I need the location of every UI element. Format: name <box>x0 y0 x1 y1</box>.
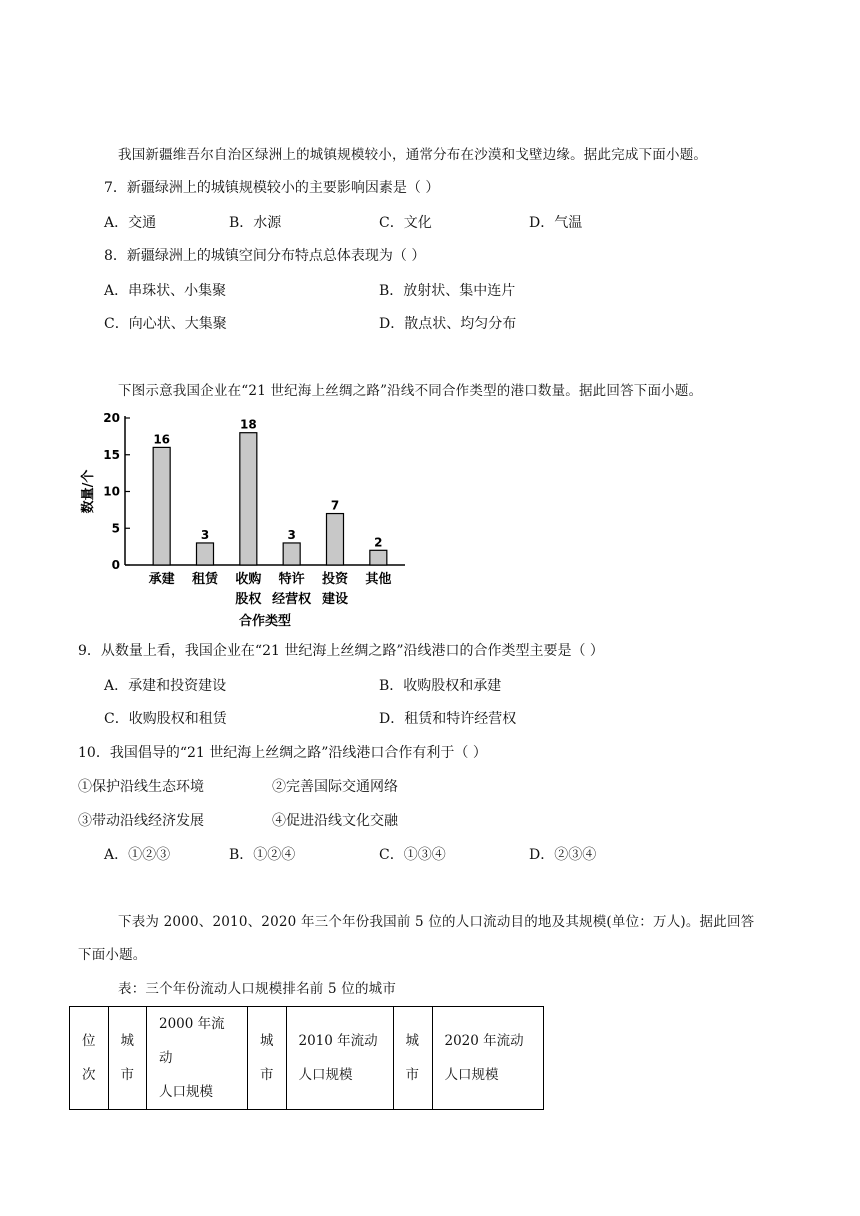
section3-intro-line2: 下面小题。 <box>78 947 147 963</box>
header-city-2010: 城 市 <box>248 1007 287 1110</box>
port-cooperation-bar-chart <box>70 405 420 630</box>
q9-option-a[interactable]: A．承建和投资建设 <box>104 678 227 694</box>
x-tick-label-4: 投资建设 <box>321 572 349 607</box>
q10-item-3: ③带动沿线经济发展 <box>78 813 204 829</box>
q8-option-b[interactable]: B．放射状、集中连片 <box>379 283 516 299</box>
data-label-5: 2 <box>374 535 383 550</box>
data-label-3: 3 <box>287 527 296 542</box>
data-label-1: 3 <box>200 527 210 542</box>
header-rank: 位 次 <box>70 1007 109 1110</box>
x-tick-label-0: 承建 <box>148 572 175 587</box>
y-axis-label: 数量/个 <box>81 469 96 514</box>
bar-4 <box>327 514 344 565</box>
q10-option-d[interactable]: D．②③④ <box>529 847 597 863</box>
data-label-4: 7 <box>330 498 340 513</box>
q10-stem: 10．我国倡导的“21 世纪海上丝绸之路”沿线港口合作有利于（ ） <box>78 745 487 761</box>
y-tick-label: 10 <box>103 484 120 499</box>
q10-item-4: ④促进沿线文化交融 <box>272 813 398 829</box>
q7-option-a[interactable]: A．交通 <box>104 215 157 231</box>
header-city-2000: 城 市 <box>108 1007 147 1110</box>
q10-item-2: ②完善国际交通网络 <box>272 779 398 795</box>
q10-option-c[interactable]: C．①③④ <box>379 847 446 863</box>
header-scale-2010: 2010 年流动 人口规模 <box>286 1007 393 1110</box>
q8-option-c[interactable]: C．向心状、大集聚 <box>104 316 227 332</box>
x-axis-label: 合作类型 <box>238 614 292 629</box>
x-tick-label-1: 租赁 <box>191 572 219 587</box>
q8-option-a[interactable]: A．串珠状、小集聚 <box>104 283 227 299</box>
section1-intro: 我国新疆维吾尔自治区绿洲上的城镇规模较小，通常分布在沙漠和戈壁边缘。据此完成下面小题。 <box>118 147 708 163</box>
y-tick-label: 20 <box>103 411 120 425</box>
q8-stem: 8．新疆绿洲上的城镇空间分布特点总体表现为（ ） <box>104 248 426 264</box>
x-tick-label-3: 特许经营权 <box>272 572 312 607</box>
q10-option-a[interactable]: A．①②③ <box>104 847 171 863</box>
header-scale-2000: 2000 年流动 人口规模 <box>147 1007 248 1110</box>
table-title: 表：三个年份流动人口规模排名前 5 位的城市 <box>118 981 397 997</box>
q7-stem: 7．新疆绿洲上的城镇规模较小的主要影响因素是（ ） <box>104 180 440 196</box>
bar-2 <box>240 433 257 565</box>
bar-3 <box>283 543 300 565</box>
bar-1 <box>197 543 214 565</box>
header-scale-2020: 2020 年流动 人口规模 <box>432 1007 543 1110</box>
y-tick-label: 15 <box>103 447 120 462</box>
q7-option-b[interactable]: B．水源 <box>229 215 282 231</box>
section2-intro: 下图示意我国企业在“21 世纪海上丝绸之路”沿线不同合作类型的港口数量。据此回答下面小题。 <box>118 383 703 399</box>
header-city-2020: 城 市 <box>393 1007 432 1110</box>
y-tick-label: 0 <box>111 558 120 572</box>
x-tick-label-2: 收购股权 <box>235 572 262 607</box>
data-label-2: 18 <box>239 417 257 432</box>
q10-option-b[interactable]: B．①②④ <box>229 847 296 863</box>
q9-stem: 9．从数量上看，我国企业在“21 世纪海上丝绸之路”沿线港口的合作类型主要是（ ） <box>78 643 604 659</box>
q7-option-d[interactable]: D．气温 <box>529 215 583 231</box>
table-header-row <box>70 1007 544 1110</box>
q10-item-1: ①保护沿线生态环境 <box>78 779 204 795</box>
bar-5 <box>370 550 387 565</box>
x-tick-label-5: 其他 <box>365 572 392 587</box>
q9-option-b[interactable]: B．收购股权和承建 <box>379 678 502 694</box>
q9-option-d[interactable]: D．租赁和特许经营权 <box>379 711 517 727</box>
q9-option-c[interactable]: C．收购股权和租赁 <box>104 711 227 727</box>
population-table <box>69 1006 544 1110</box>
q8-option-d[interactable]: D．散点状、均匀分布 <box>379 316 517 332</box>
section3-intro-line1: 下表为 2000、2010、2020 年三个年份我国前 5 位的人口流动目的地及其规模(单位：万人)。据此回答 <box>118 914 755 930</box>
bar-0 <box>153 447 170 565</box>
data-label-0: 16 <box>153 432 171 447</box>
q7-option-c[interactable]: C．文化 <box>379 215 432 231</box>
y-tick-label: 5 <box>111 521 120 536</box>
